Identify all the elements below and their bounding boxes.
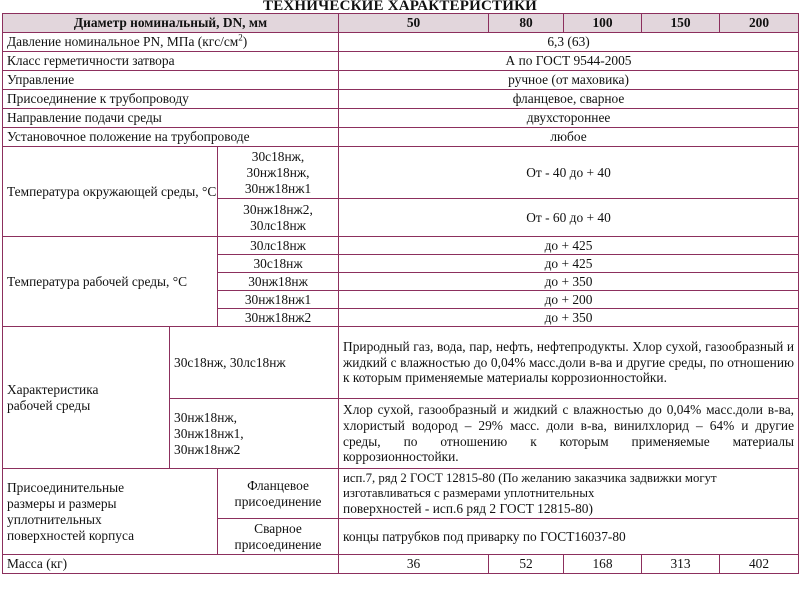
table-row (3, 90, 799, 109)
working-material: 30нж18нж2 (218, 309, 339, 327)
working-material: 30с18нж (218, 255, 339, 273)
dn-200: 200 (720, 14, 799, 33)
table-row (3, 469, 799, 519)
working-value: до + 350 (339, 309, 799, 327)
flanged-value: исп.7, ряд 2 ГОСТ 12815-80 (По желанию заказчика задвижки могут изготавливаться с размерами уплотнительных поверхностей - исп.6 ряд 2 ГОСТ 12815-80) (339, 469, 799, 519)
medium-materials-1: 30с18нж, 30лс18нж (170, 327, 339, 399)
position-label: Установочное положение на трубопроводе (3, 128, 339, 147)
dn-150: 150 (642, 14, 720, 33)
working-value: до + 425 (339, 255, 799, 273)
medium-description-2: Хлор сухой, газообразный и жидкий с влажностью до 0,04% масс.доли в-ва, хлористый водород – 29% масс. доли в-ва, винилхлорид – 64% и другие среды, по отношению к которым применяемые материалы коррозионностойки. (339, 399, 799, 469)
mass-label: Масса (кг) (3, 555, 339, 574)
table-row (3, 237, 799, 255)
ambient-value-2: От - 60 до + 40 (339, 199, 799, 237)
dn-header-label: Диаметр номинальный, DN, мм (3, 14, 339, 33)
medium-materials-2: 30нж18нж, 30нж18нж1, 30нж18нж2 (170, 399, 339, 469)
flow-value: двухстороннее (339, 109, 799, 128)
position-value: любое (339, 128, 799, 147)
working-temp-label: Температура рабочей среды, °С (3, 237, 218, 327)
table-row (3, 33, 799, 52)
dimensions-label: Присоединительные размеры и размеры уплотнительных поверхностей корпуса (3, 469, 218, 555)
tightness-label: Класс герметичности затвора (3, 52, 339, 71)
ambient-temp-label: Температура окружающей среды, °С (3, 147, 218, 237)
working-material: 30нж18нж1 (218, 291, 339, 309)
page-title: ТЕХНИЧЕСКИЕ ХАРАКТЕРИСТИКИ (262, 0, 538, 12)
table-row (3, 327, 799, 399)
table-row (3, 147, 799, 199)
table-row (3, 109, 799, 128)
flanged-label: Фланцевое присоединение (218, 469, 339, 519)
mass-dn200: 402 (720, 555, 799, 574)
ambient-value-1: От - 40 до + 40 (339, 147, 799, 199)
working-value: до + 200 (339, 291, 799, 309)
table-row (3, 52, 799, 71)
mass-dn50: 36 (339, 555, 489, 574)
ambient-materials-1: 30с18нж, 30нж18нж, 30нж18нж1 (218, 147, 339, 199)
connection-label: Присоединение к трубопроводу (3, 90, 339, 109)
welded-value: концы патрубков под приварку по ГОСТ16037-80 (339, 519, 799, 555)
ambient-materials-2: 30нж18нж2, 30лс18нж (218, 199, 339, 237)
mass-dn100: 168 (564, 555, 642, 574)
table-row (3, 71, 799, 90)
table-row (3, 555, 799, 574)
welded-label: Сварное присоединение (218, 519, 339, 555)
control-label: Управление (3, 71, 339, 90)
dn-100: 100 (564, 14, 642, 33)
working-material: 30лс18нж (218, 237, 339, 255)
medium-description-1: Природный газ, вода, пар, нефть, нефтепродукты. Хлор сухой, газообразный и жидкий с влажностью до 0,04% масс.доли в-ва и другие среды, по отношению к которым применяемые материалы коррозионностойки. (339, 327, 799, 399)
tightness-value: А по ГОСТ 9544-2005 (339, 52, 799, 71)
header-row (3, 14, 799, 33)
working-value: до + 425 (339, 237, 799, 255)
dn-50: 50 (339, 14, 489, 33)
pressure-value: 6,3 (63) (339, 33, 799, 52)
flow-label: Направление подачи среды (3, 109, 339, 128)
connection-value: фланцевое, сварное (339, 90, 799, 109)
control-value: ручное (от маховика) (339, 71, 799, 90)
working-material: 30нж18нж (218, 273, 339, 291)
specifications-table (2, 13, 799, 574)
mass-dn80: 52 (489, 555, 564, 574)
dn-80: 80 (489, 14, 564, 33)
working-value: до + 350 (339, 273, 799, 291)
table-row (3, 128, 799, 147)
mass-dn150: 313 (642, 555, 720, 574)
medium-label: Характеристика рабочей среды (3, 327, 170, 469)
pressure-label: Давление номинальное PN, МПа $(кгс/см^2)$ (3, 33, 339, 52)
